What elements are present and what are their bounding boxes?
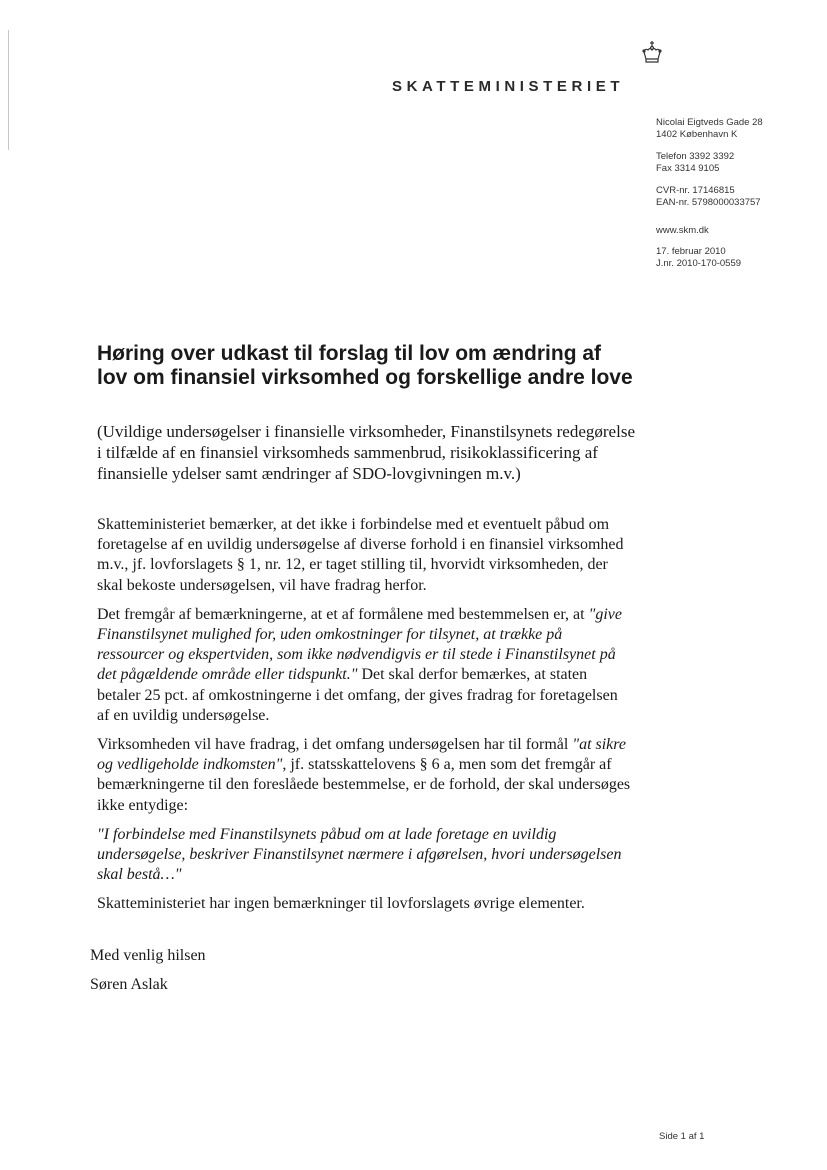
journal-number: J.nr. 2010-170-0559 [656,258,742,269]
paragraph: Skatteministeriet har ingen bemærkninger til lovforslagets øvrige elementer. [97,895,585,913]
address-block [656,117,816,141]
ministry-name: SKATTEMINISTERIET [392,78,625,95]
paragraph-quote: "give Finanstilsynet mulighed for, uden omkostninger for tilsynet, at trække på ressourcer og ekspertviden, som ikke nødvendigvis er til stede i Finanstilsynet på det pågældende område eller tidspunkt." [97,605,622,684]
block-quote [97,825,632,886]
reference-block [656,246,816,270]
fax-number: Fax 3314 9105 [656,163,720,174]
letter-date: 17. februar 2010 [656,246,726,257]
paragraph-quote: "at sikre og vedligeholde indkomsten" [97,736,627,774]
signature-name: Søren Aslak [90,976,168,993]
contact-block [656,151,816,175]
phone-number: Telefon 3392 3392 [656,151,735,162]
paragraph: Skatteministeriet bemærker, at det ikke i forbindelse med et eventuelt påbud om foretagelse af en uvildig undersøgelse af diverse forhold i en finansiel virksomhed m.v., jf. lovforslagets § 1, nr. 12, er taget stilling til, hvorvidt virksomheden, der skal bekoste undersøgelsen, vil have fradrag herfor. [97,516,624,594]
document-title: Høring over udkast til forslag til lov om ændring af lov om finansiel virksomhed og forskellige andre love [97,342,633,389]
ean-number: EAN-nr. 5798000033757 [656,197,761,208]
paragraph-text: Det fremgår af bemærkningerne, at et af formålene med bestemmelsen er, at [97,605,589,623]
paragraph-text: , jf. statsskattelovens § 6 a, men som det fremgår af bemærkningerne til den foreslåede bestemmelse, er de forhold, der skal undersøges ikke entydige: [97,756,631,814]
quote-text: "I forbindelse med Finanstilsynets påbud om at lade foretage en uvildig undersøgelse, beskriver Finanstilsynet nærmere i afgørelsen, hvori undersøgelsen skal bestå…" [97,825,622,884]
paragraph-text: Virksomheden vil have fradrag, i det omfang undersøgelsen har til formål [97,736,573,754]
margin-line [8,30,9,150]
address-line: 1402 København K [656,129,738,140]
paragraph [97,735,632,816]
page-number: Side 1 af 1 [659,1131,705,1142]
cvr-number: CVR-nr. 17146815 [656,185,735,196]
document-subtitle: (Uvildige undersøgelser i finansielle virksomheder, Finanstilsynets redegørelse i tilfælde af en finansiel virksomheds sammenbrud, risikoklassificering af finansielle ydelser samt ændringer af SDO-lovgivningen m.v.) [97,422,635,483]
closing-greeting: Med venlig hilsen [90,947,206,964]
address-line: Nicolai Eigtveds Gade 28 [656,117,763,128]
website: www.skm.dk [656,225,709,236]
paragraph-text: Det skal derfor bemærkes, at staten betaler 25 pct. af omkostningerne i det omfang, der gives fradrag for foretagelsen af en uvildig undersøgelse. [97,666,618,724]
website-block [656,225,816,237]
crown-logo-icon [640,40,664,66]
paragraph [97,605,632,726]
registration-block [656,185,816,209]
letter-body [97,515,632,924]
